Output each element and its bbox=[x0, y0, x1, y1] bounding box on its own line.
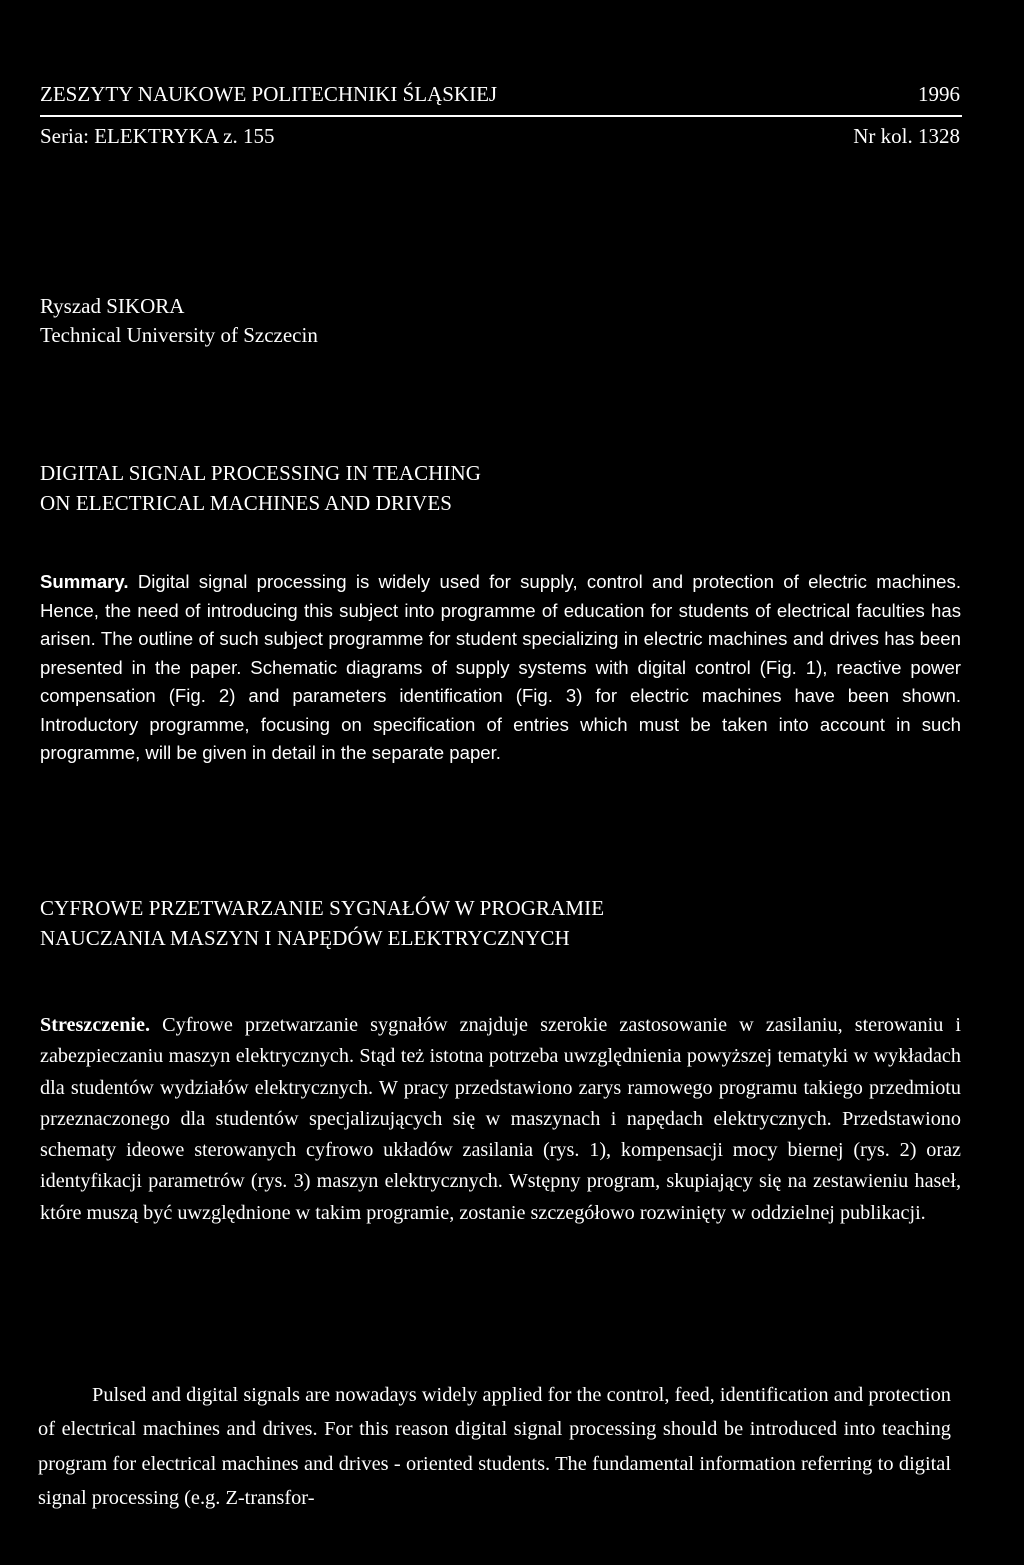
title-pl-line1: CYFROWE PRZETWARZANIE SYGNAŁÓW W PROGRAMIE bbox=[40, 896, 605, 920]
title-pl-line2: NAUCZANIA MASZYN I NAPĘDÓW ELEKTRYCZNYCH bbox=[40, 926, 570, 950]
summary-paragraph bbox=[40, 568, 961, 768]
streszczenie-paragraph bbox=[40, 1010, 961, 1229]
journal-year: 1996 bbox=[918, 82, 960, 106]
series-header bbox=[40, 124, 960, 148]
title-en-line2: ON ELECTRICAL MACHINES AND DRIVES bbox=[40, 491, 453, 515]
summary-label: Summary. bbox=[40, 571, 129, 592]
paper-title-pl bbox=[40, 893, 604, 953]
series-info: Seria: ELEKTRYKA z. 155 bbox=[40, 124, 275, 148]
author-affiliation: Technical University of Szczecin bbox=[40, 323, 318, 347]
body-paragraph-1: Pulsed and digital signals are nowadays widely applied for the control, feed, identification and protection of electrical machines and drives. For this reason digital signal processing should be introduced into teaching program for electrical machines and drives - oriented students. The fundamental information referring to digital signal processing (e.g. Z-transfor- bbox=[38, 1384, 951, 1509]
paper-title-en bbox=[40, 458, 481, 518]
issue-number: Nr kol. 1328 bbox=[853, 124, 960, 148]
title-en-line1: DIGITAL SIGNAL PROCESSING IN TEACHING bbox=[40, 461, 482, 485]
streszczenie-label: Streszczenie. bbox=[40, 1014, 151, 1036]
author-name: Ryszad SIKORA bbox=[40, 294, 185, 318]
streszczenie-text: Cyfrowe przetwarzanie sygnałów znajduje szerokie zastosowanie w zasilaniu, sterowaniu i zabezpieczaniu maszyn elektrycznych. Stąd też istotna potrzeba uwzględnienia powyższej tematyki w wykładach dla studentów wydziałów elektrycznych. W pracy przedstawiono zarys ramowego programu takiego przedmiotu przeznaczonego dla studentów specjalizujących się w maszynach i napędach elektrycznych. Przedstawiono schematy ideowe sterowanych cyfrowo układów zasilania (rys. 1), kompensacji mocy biernej (rys. 2) oraz identyfikacji parametrów (rys. 3) maszyn elektrycznych. Wstępny program, skupiający się na zestawieniu haseł, które muszą być uwzględnione w takim programie, zostanie szczegółowo rozwinięty w oddzielnej publikacji. bbox=[40, 1014, 961, 1224]
header-rule bbox=[40, 115, 962, 117]
journal-header bbox=[40, 82, 960, 106]
summary-text: Digital signal processing is widely used for supply, control and protection of electric machines. Hence, the need of introducing this subject into programme of education for students of electrical faculties has arisen. The outline of such subject programme for student specializing in electric machines and drives has been presented in the paper. Schematic diagrams of supply systems with digital control (Fig. 1), reactive power compensation (Fig. 2) and parameters identification (Fig. 3) for electric machines have been shown. Introductory programme, focusing on specification of entries which must be taken into account in such programme, will be given in detail in the separate paper. bbox=[40, 571, 961, 763]
journal-name: ZESZYTY NAUKOWE POLITECHNIKI ŚLĄSKIEJ bbox=[40, 82, 498, 106]
author-block bbox=[40, 292, 318, 350]
